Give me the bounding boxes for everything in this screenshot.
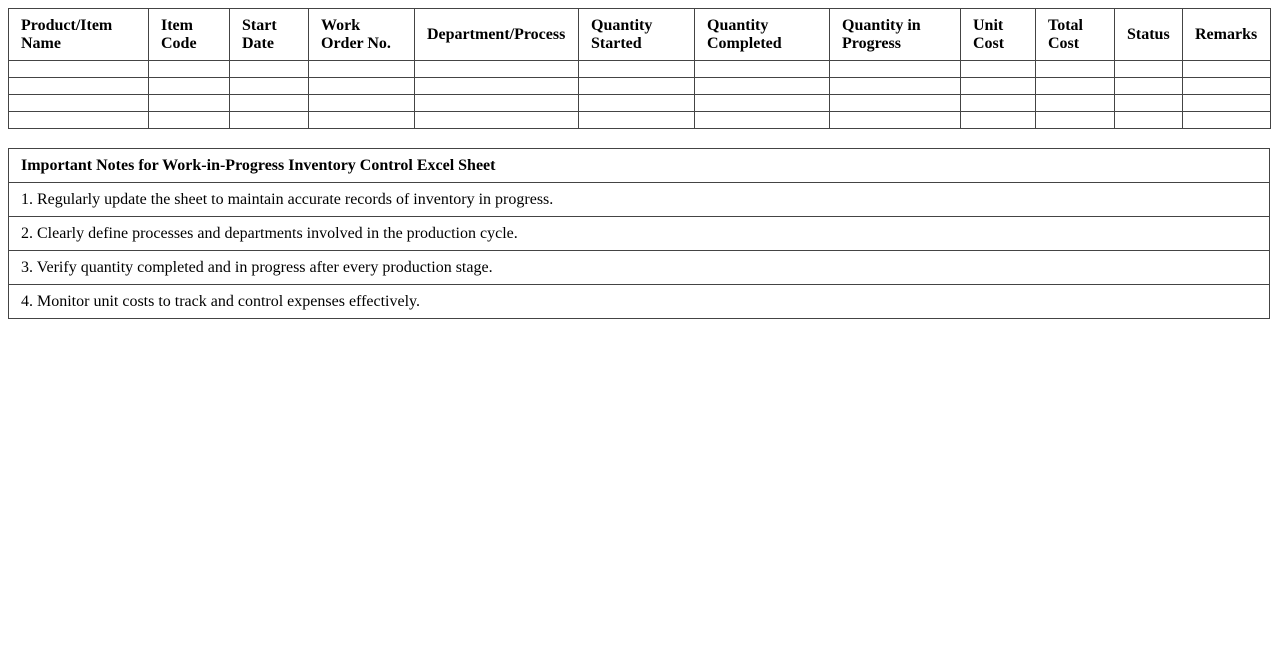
table-cell[interactable] <box>1115 112 1183 129</box>
wip-inventory-table <box>8 8 1271 129</box>
table-cell[interactable] <box>695 112 830 129</box>
notes-table <box>8 148 1270 319</box>
table-cell[interactable] <box>1183 61 1271 78</box>
table-cell[interactable] <box>695 78 830 95</box>
table-cell[interactable] <box>1183 78 1271 95</box>
header-unit-cost[interactable]: Unit Cost <box>961 9 1036 61</box>
table-cell[interactable] <box>230 112 309 129</box>
table-cell[interactable] <box>230 78 309 95</box>
table-cell[interactable] <box>149 112 230 129</box>
table-row <box>9 61 1271 78</box>
table-cell[interactable] <box>1036 78 1115 95</box>
note-row <box>9 183 1270 217</box>
note-item-1: 1. Regularly update the sheet to maintain accurate records of inventory in progress. <box>9 183 1270 217</box>
table-cell[interactable] <box>149 61 230 78</box>
table-cell[interactable] <box>830 112 961 129</box>
table-cell[interactable] <box>579 112 695 129</box>
table-header-row <box>9 9 1271 61</box>
table-row <box>9 112 1271 129</box>
table-cell[interactable] <box>9 112 149 129</box>
table-cell[interactable] <box>1183 112 1271 129</box>
note-item-2: 2. Clearly define processes and departments involved in the production cycle. <box>9 217 1270 251</box>
header-quantity-started[interactable]: Quantity Started <box>579 9 695 61</box>
note-row <box>9 217 1270 251</box>
header-remarks[interactable]: Remarks <box>1183 9 1271 61</box>
table-cell[interactable] <box>1115 61 1183 78</box>
table-row <box>9 78 1271 95</box>
table-cell[interactable] <box>309 78 415 95</box>
header-department-process[interactable]: Department/Process <box>415 9 579 61</box>
header-quantity-in-progress[interactable]: Quantity in Progress <box>830 9 961 61</box>
header-quantity-completed[interactable]: Quantity Completed <box>695 9 830 61</box>
note-item-4: 4. Monitor unit costs to track and control expenses effectively. <box>9 285 1270 319</box>
header-product-item-name[interactable]: Product/Item Name <box>9 9 149 61</box>
table-cell[interactable] <box>1115 78 1183 95</box>
table-cell[interactable] <box>230 61 309 78</box>
table-cell[interactable] <box>830 95 961 112</box>
table-cell[interactable] <box>961 112 1036 129</box>
table-cell[interactable] <box>830 78 961 95</box>
table-cell[interactable] <box>9 61 149 78</box>
header-status[interactable]: Status <box>1115 9 1183 61</box>
table-body <box>9 61 1271 129</box>
note-row <box>9 251 1270 285</box>
table-cell[interactable] <box>149 95 230 112</box>
table-cell[interactable] <box>961 78 1036 95</box>
header-start-date[interactable]: Start Date <box>230 9 309 61</box>
table-cell[interactable] <box>1036 95 1115 112</box>
table-cell[interactable] <box>695 61 830 78</box>
table-cell[interactable] <box>579 61 695 78</box>
header-item-code[interactable]: Item Code <box>149 9 230 61</box>
header-work-order-no[interactable]: Work Order No. <box>309 9 415 61</box>
table-cell[interactable] <box>415 112 579 129</box>
table-cell[interactable] <box>309 95 415 112</box>
table-cell[interactable] <box>579 78 695 95</box>
table-cell[interactable] <box>579 95 695 112</box>
table-cell[interactable] <box>149 78 230 95</box>
table-cell[interactable] <box>309 61 415 78</box>
notes-title-row <box>9 149 1270 183</box>
table-cell[interactable] <box>695 95 830 112</box>
notes-title: Important Notes for Work-in-Progress Inventory Control Excel Sheet <box>9 149 1270 183</box>
table-cell[interactable] <box>1036 112 1115 129</box>
note-row <box>9 285 1270 319</box>
header-total-cost[interactable]: Total Cost <box>1036 9 1115 61</box>
table-cell[interactable] <box>961 95 1036 112</box>
table-cell[interactable] <box>309 112 415 129</box>
table-cell[interactable] <box>230 95 309 112</box>
note-item-3: 3. Verify quantity completed and in progress after every production stage. <box>9 251 1270 285</box>
table-cell[interactable] <box>1036 61 1115 78</box>
table-cell[interactable] <box>1115 95 1183 112</box>
table-cell[interactable] <box>415 78 579 95</box>
table-cell[interactable] <box>9 78 149 95</box>
table-cell[interactable] <box>961 61 1036 78</box>
table-cell[interactable] <box>415 95 579 112</box>
table-cell[interactable] <box>415 61 579 78</box>
table-cell[interactable] <box>9 95 149 112</box>
table-cell[interactable] <box>1183 95 1271 112</box>
table-cell[interactable] <box>830 61 961 78</box>
table-row <box>9 95 1271 112</box>
